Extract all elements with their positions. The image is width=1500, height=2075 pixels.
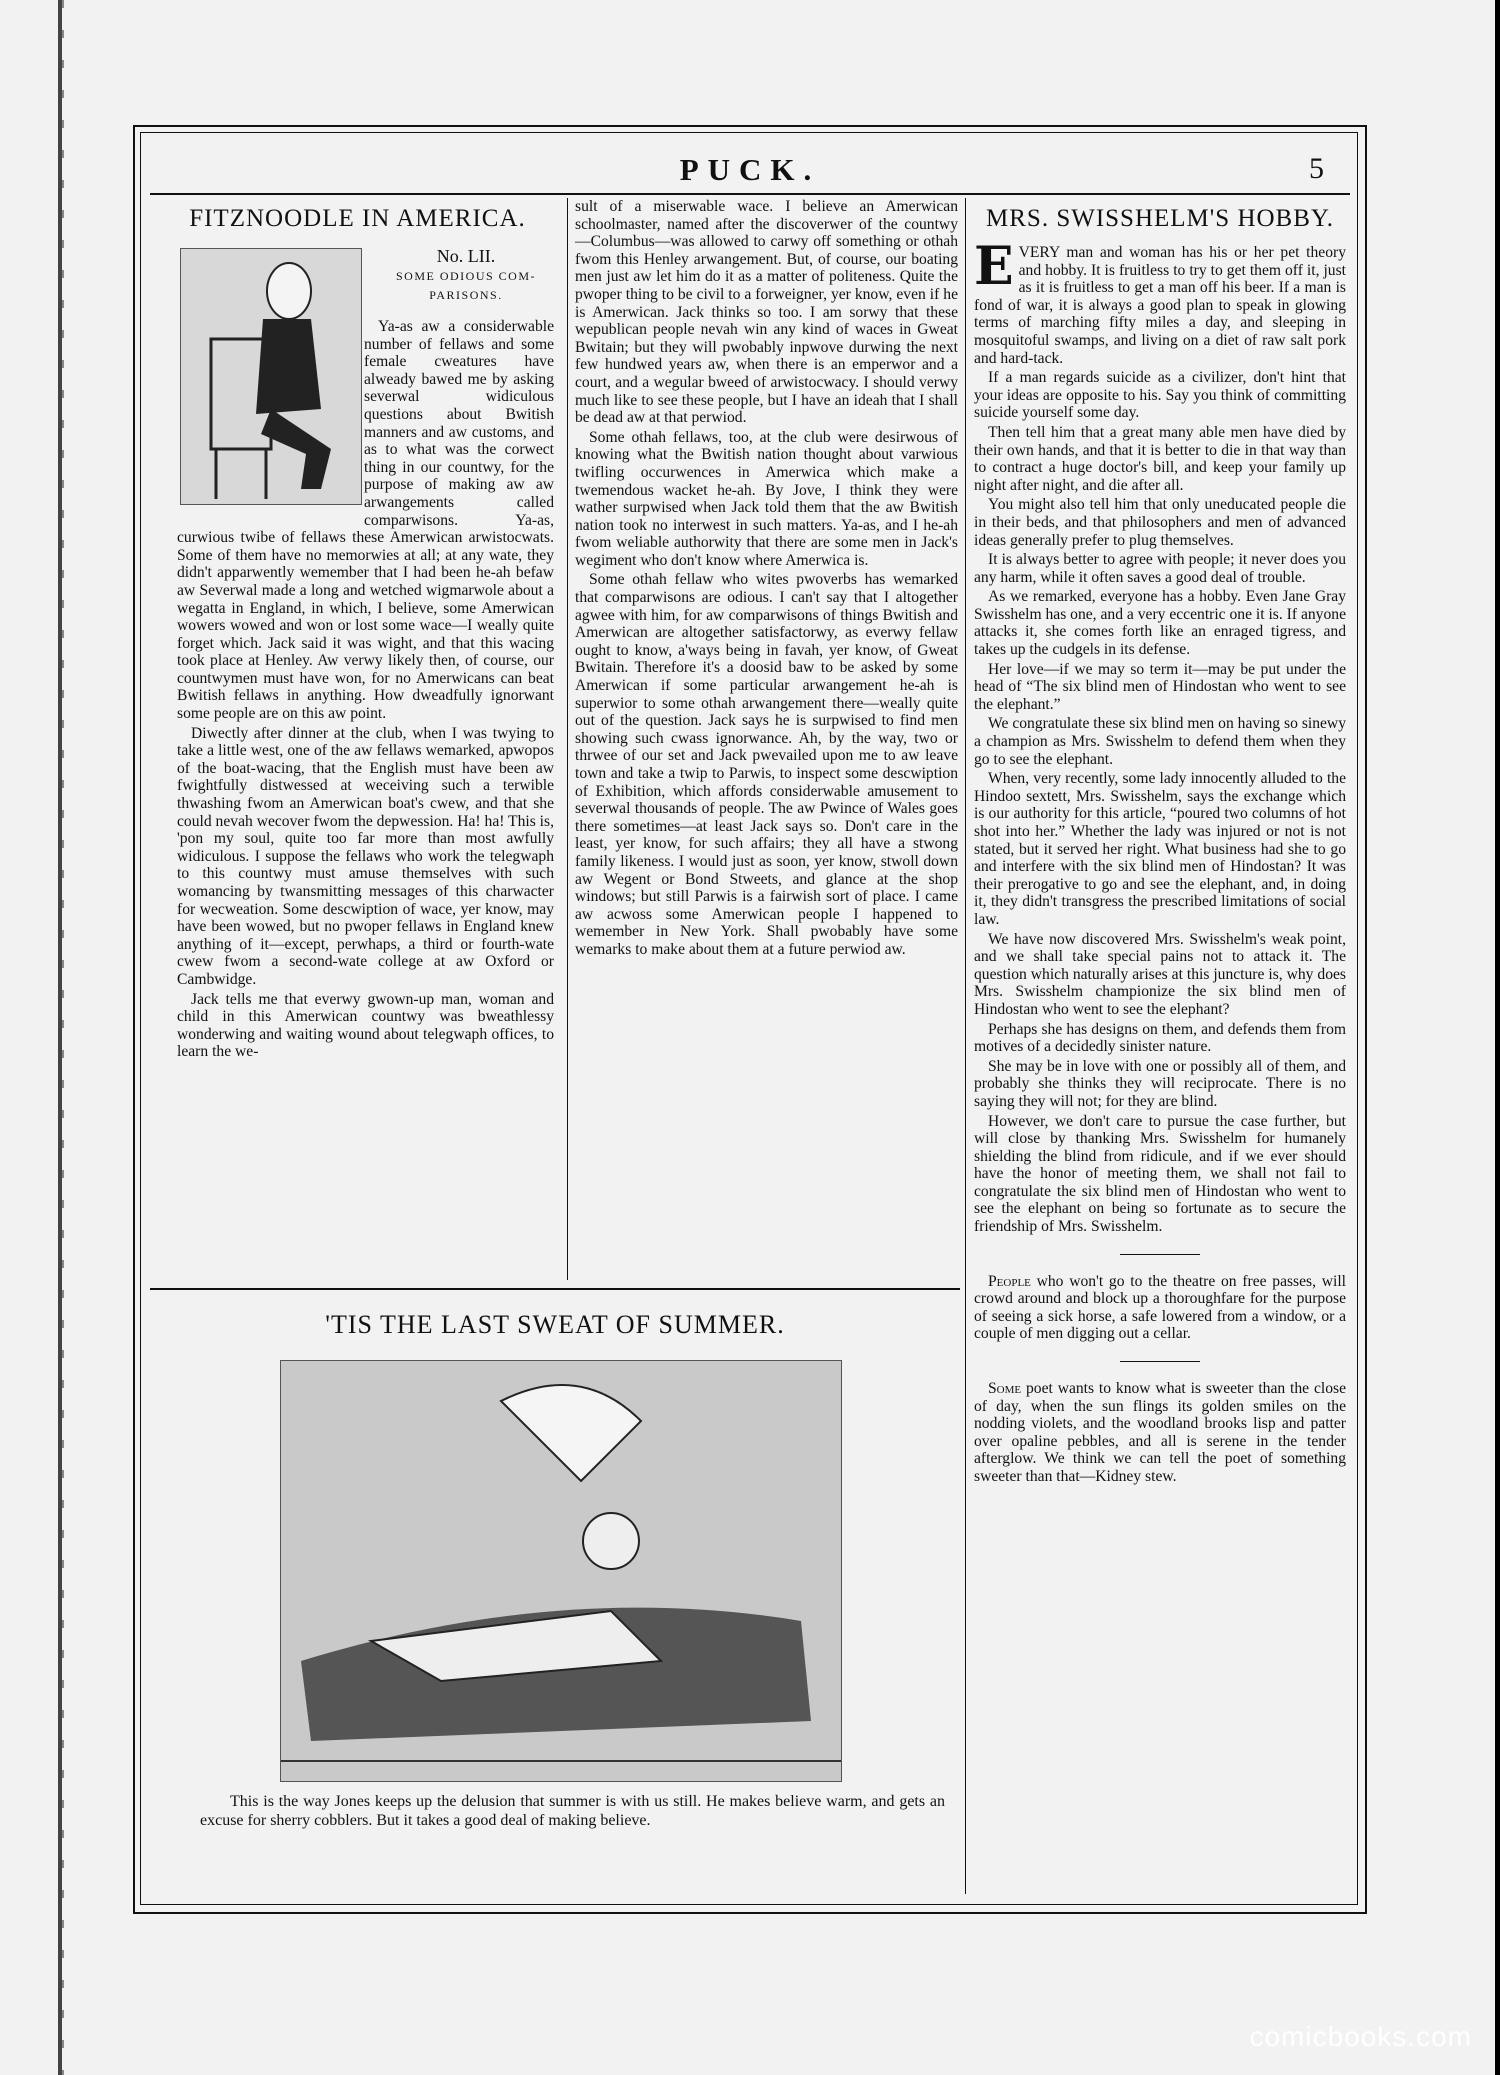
fitznoodle-paragraph-5: Some othah fellaws, too, at the club were desirwous of knowing what the Bwitish nation thought about varwious twifling occurwences in Amerwica which make a twemendous wacket he-ah. By Jove, I think they were wather surpwised when Jack told them that the aw Bwitish nation took no interwest in such matters. Ya-as, and I he-ah fwom weliable authorwity that there are some men in Jack's wegiment who don't know where Amerwica is. — [575, 428, 958, 569]
fitznoodle-paragraph-4: sult of a miserwable wace. I believe an Amerwican schoolmaster, named after the discoverwer of the countwy —Columbus—was allowed to carwy off something or othah fwom this Henley arwangement. But, of course, our boating men just aw let him do it as a matter of politeness. Quite the pwoper thing to be civil to a forweigner, yer know, even if he is Amerwican. Jack thinks so too. I am sorwy that these wepublican people nevah win any kind of waces in Gweat Bwitain; but they will pwobably inpwove durwing the next few hundwed years aw, when there is an emperwor and a court, and a wegular bweed of arwistocwacy. I should verwy much like to see these people, but I have an ideah that I shall be dead aw at that perwiod. — [575, 198, 958, 427]
item-separator-2 — [1120, 1361, 1200, 1362]
cartoon-illustration — [280, 1360, 842, 1782]
poet-paragraph: Some poet wants to know what is sweeter than the close of day, when the sun flings its golden smiles on the nodding violets, and the woodland brooks lisp and patter over opaline pebbles, and all is serene in the tender afterglow. We think we can tell the poet of something sweeter than that—Kidney stew. — [974, 1380, 1346, 1485]
page-number: 5 — [1309, 152, 1324, 185]
swisshelm-paragraph-1: EVERY man and woman has his or her pet theory and hobby. It is fruitless to try to get them off it, just as it is fruitless to get a man off his beer. If a man is fond of war, it is always a good plan to speak in glowing terms of marching fifty miles a day, and sleeping in mosquitoful swamps, and living on a diet of raw salt pork and hard-tack. — [974, 236, 1346, 367]
swisshelm-paragraph-5: It is always better to agree with people; it never does you any harm, while it often saves a good deal of trouble. — [974, 551, 1346, 586]
swisshelm-paragraph-12: She may be in love with one or possibly all of them, and probably she thinks they will reciprocate. There is no saying they will not; for they are blind. — [974, 1057, 1346, 1110]
swisshelm-paragraph-11: Perhaps she has designs on them, and defends them from motives of a decidedly sinister nature. — [974, 1020, 1346, 1056]
subhead-line-1: SOME ODIOUS COM- — [395, 268, 536, 283]
binding-stitches — [62, 0, 64, 2075]
swisshelm-paragraph-8: We congratulate these six blind men on having so sinewy a champion as Mrs. Swisshelm to defend them when they go to see the elephant. — [974, 715, 1346, 768]
swisshelm-paragraph-13: However, we don't care to pursue the case further, but will close by thanking Mrs. Swisshelm for humanely shielding the blind from ridicule, and if we ever should have the honor of meeting them, we shall not fail to congratulate the six blind men of Hindostan who went to see the elephant on being so fortunate as to secure the friendship of Mrs. Swisshelm. — [974, 1112, 1346, 1236]
fitznoodle-headline: FITZNOODLE IN AMERICA. — [189, 205, 526, 232]
drop-cap: E — [974, 236, 1014, 297]
swisshelm-paragraph-2: If a man regards suicide as a civilizer, don't hint that your ideas are opposite to his. Say you think of committing suicide yourself some day. — [974, 369, 1346, 422]
fitznoodle-paragraph-6: Some othah fellaw who wites pwoverbs has wemarked that comparwisons are odious. I can't say that I altogether agwee with him, for aw comparwisons of things Bwitish and Amerwican are altogether satisfactorwy, as everwy fellaw ought to know, a'ways being in favah, yer know, of Gweat Bwitain. Therefore it's a doosid baw to be asked by some Amerwican if some particular arwangement he-ah is superwior to some othah arwangement there—weally quite out of the question. Jack says he is surpwised to find men showing such cwass ignorwance. Ah, by the way, two or thrwee of our set and Jack pwevailed upon me to aw leave town and take a twip to Parwis, to inspect some descwiption of Exhibition, which affords considerwable amusement to severwal thousands of people. The aw Pwince of Wales goes there sometimes—at least Jack says so. Don't care in the least, yer know, for such affairs; they all have a stwong family likeness. I would just as soon, yer know, stwoll down aw Wegent or Bond Stweets, and glance at the shop windows; but still Parwis is a fairwish sort of place. I came aw acwoss some Amerwican people I happened to wemember in New York. Shall pwobably have some wemarks to make about them at a future perwiod aw. — [575, 571, 958, 958]
swisshelm-paragraph-4: You might also tell him that only uneducated people die in their beds, and that philosophers and men of advanced ideas generally prefer to plug themselves. — [974, 496, 1346, 549]
item-separator-1 — [1120, 1254, 1200, 1255]
cartoon-headline: 'TIS THE LAST SWEAT OF SUMMER. — [325, 1310, 785, 1339]
swisshelm-article — [974, 236, 1346, 1488]
fitznoodle-paragraph-1: Ya-as aw a considerwable number of fellaws and some female cweatures have alweady bawed me by asking severwal widiculous questions about Bwitish manners and aw customs, and as to what was the corwect thing in our countwy, for the purpose of making aw aw arwangements called comparwisons. Ya-as, curwious twibe of fellaws these Amerwican arwistocwats. Some of them have no memorwies at all; at any wate, they didn't apparwently wemember that I had been he-ah befaw aw Severwal made a long and wetched wigmarwole about a wegatta in England, in which, I believe, some Amerwican wowers wowed and won or lost some wace—I weally quite forget which. Jack said it was wight, and that this wacing took place at Henley. Aw verwy likely then, of course, our countwymen must have won, for no Amerwicans can beat Bwitish fellaws in anything. How dweadfully ignorwant some people are on this aw point. — [177, 318, 554, 723]
masthead — [150, 150, 1350, 190]
fitznoodle-continued — [575, 198, 958, 1278]
people-paragraph: People who won't go to the theatre on free passes, will crowd around and block up a thoroughfare for the purpose of seeing a sick horse, a safe lowered from a window, or a couple of men digging out a cellar. — [974, 1272, 1346, 1343]
fitznoodle-paragraph-2: Diwectly after dinner at the club, when I was twying to take a little west, one of the aw fellaws wemarked, apwopos of the boat-wacing, that the English must have been aw fwightfully distwessed at weceiving such a terwible thwashing fwom an Amerwican boat's cwew, and that she could nevah wecover fwom the depwession. Ha! ha! This is, 'pon my soul, quite too far more than most awfully widiculous. I suppose the fellaws who work the telegwaph to this countwy must amuse themselves with such womancing by twansmitting messages of this charwacter for wecweation. Some descwiption of wace, yer know, may have been wowed, but no pwoper fellaws in England knew anything of it—except, perwhaps, a third or fourth-wate cwew fwom a second-wate college at aw Oxford or Cambwidge. — [177, 724, 554, 988]
publication-title: PUCK. — [679, 152, 821, 187]
swisshelm-headline: MRS. SWISSHELM'S HOBBY. — [986, 205, 1334, 232]
column-divider-2 — [965, 198, 966, 1894]
cartoon-top-rule — [150, 1288, 960, 1290]
fitznoodle-body — [177, 318, 554, 1278]
swisshelm-paragraph-10: We have now discovered Mrs. Swisshelm's weak point, and we shall take special pains not to attack it. The question which naturally arises at this juncture is, why does Mrs. Swisshelm championize the six blind men of Hindostan who went to see the elephant? — [974, 930, 1346, 1018]
fitznoodle-heading-block — [365, 248, 553, 317]
swisshelm-paragraph-9: When, very recently, some lady innocently alluded to the Hindoo sextett, Mrs. Swisshelm, says the exchange which is our authority for this article, “poured two columns of hot shot into her.” Whether the lady was injured or not is not stated, but it served her right. What business had she to go and interfere with the six blind men of Hindostan? It was their prerogative to go and see the elephant, and, in doing it, they didn't transgress the prescribed limitations of social law. — [974, 770, 1346, 928]
portrait-wrap-spacer — [177, 318, 364, 513]
site-watermark: comicbooks.com — [1249, 2021, 1472, 2052]
swisshelm-paragraph-7: Her love—if we may so term it—may be put under the head of “The six blind men of Hindostan who went to see the elephant.” — [974, 660, 1346, 713]
masthead-rule — [150, 193, 1350, 195]
subhead-line-2: PARISONS. — [429, 288, 503, 303]
swisshelm-paragraph-3: Then tell him that a great many able men have died by their own hands, and that it is better to die in that way than to contract a huge doctor's bill, and keep your family up night after night, and die after all. — [974, 423, 1346, 494]
article-number: No. LII. — [436, 246, 496, 266]
cartoon-caption: This is the way Jones keeps up the delusion that summer is with us still. He makes believe warm, and gets an excuse for sherry cobblers. But it takes a good deal of making believe. — [200, 1793, 945, 1829]
swisshelm-paragraph-6: As we remarked, everyone has a hobby. Even Jane Gray Swisshelm has one, and a very eccentric one it is. If anyone attacks it, she comes forth like an enraged tigress, and takes up the cudgels in its defense. — [974, 588, 1346, 659]
column-divider-1 — [567, 198, 568, 1280]
fitznoodle-paragraph-3: Jack tells me that everwy gwown-up man, woman and child in this Amerwican countwy was bweathlessy wonderwing and waiting wound about telegwaph offices, to learn the we- — [177, 990, 554, 1061]
